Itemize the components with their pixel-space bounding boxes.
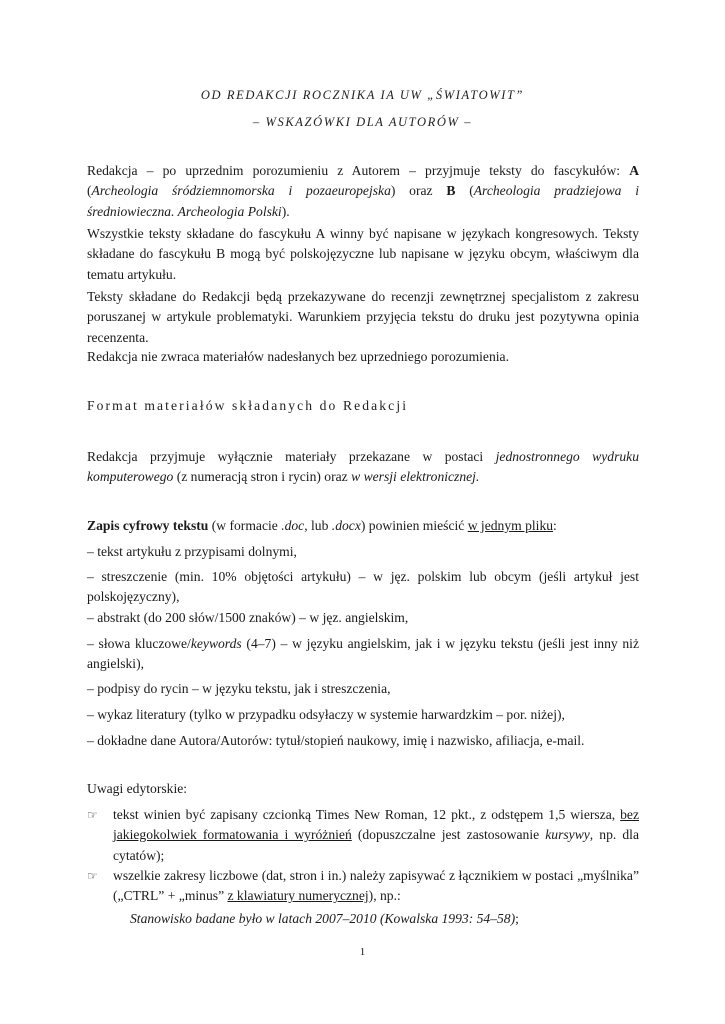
format-paragraph: Redakcja przyjmuje wyłącznie materiały przekazane w postaci jednostronnego wydruku komputerowego (z numeracją stron i rycin) oraz w wersji elektronicznej. xyxy=(87,449,639,485)
list-item-author-data: – dokładne dane Autora/Autorów: tytuł/stopień naukowy, imię i nazwisko, afiliacja, e-mail. xyxy=(87,733,585,748)
list-item-abstract: – abstrakt (do 200 słów/1500 znaków) – w jęz. angielskim, xyxy=(87,610,409,625)
digital-record-intro: Zapis cyfrowy tekstu (w formacie .doc, lub .docx) powinien mieścić w jednym pliku: xyxy=(87,518,557,533)
format-section-heading: Format materiałów składanych do Redakcji xyxy=(87,398,409,413)
intro-paragraph-4: Redakcja nie zwraca materiałów nadesłanych bez uprzedniego porozumienia. xyxy=(87,349,509,364)
page-number: 1 xyxy=(359,946,366,958)
page-title-line-2: – WSKAZÓWKI DLA AUTORÓW – xyxy=(252,115,473,129)
example-sentence: Stanowisko badane było w latach 2007–2010 (Kowalska 1993: 54–58); xyxy=(130,911,519,926)
pointing-hand-icon: ☞ xyxy=(87,869,98,883)
intro-paragraph-3: Teksty składane do Redakcji będą przekazywane do recenzji zewnętrznej specjalistom z zakresu poruszanej w artykule problematyki. Warunkiem przyjęcia tekstu do druku jest pozytywna opinia recenzenta. xyxy=(87,289,639,345)
editorial-bullet-1-text: tekst winien być zapisany czcionką Times New Roman, 12 pkt., z odstępem 1,5 wiersza, bez jakiegokolwiek formatowania i wyróżnień (dopuszczalne jest zastosowanie kursywy, np. dla cytatów); xyxy=(113,807,639,863)
editorial-notes-heading: Uwagi edytorskie: xyxy=(87,781,188,796)
page-title-line-1: OD REDAKCJI ROCZNIKA IA UW „ŚWIATOWIT” xyxy=(200,88,525,102)
intro-paragraph-1: Redakcja – po uprzednim porozumieniu z Autorem – przyjmuje teksty do fascykułów: A (Archeologia śródziemnomorska i pozaeuropejska) oraz B (Archeologia pradziejowa i średniowieczna. Archeologia Polski). xyxy=(87,163,640,219)
list-item-summary: – streszczenie (min. 10% objętości artykułu) – w jęz. polskim lub obcym (jeśli artykuł jest polskojęzyczny), xyxy=(87,569,639,605)
list-item-keywords: – słowa kluczowe/keywords (4–7) – w języku angielskim, jak i w języku tekstu (jeśli jest inny niż angielski), xyxy=(87,636,639,672)
list-item-bibliography: – wykaz literatury (tylko w przypadku odsyłaczy w systemie harwardzkim – por. niżej), xyxy=(87,707,565,722)
list-item-captions: – podpisy do rycin – w języku tekstu, jak i streszczenia, xyxy=(87,681,391,696)
intro-paragraph-2: Wszystkie teksty składane do fascykułu A winny być napisane w językach kongresowych. Teksty składane do fascykułu B mogą być polskojęzyczne lub napisane w języku obcym, właściwym dla tematu artykułu. xyxy=(87,226,639,282)
pointing-hand-icon: ☞ xyxy=(87,808,98,822)
editorial-bullet-2-text: wszelkie zakresy liczbowe (dat, stron i in.) należy zapisywać z łącznikiem w postaci „myślnika” („CTRL” + „minus” z klawiatury numerycznej), np.: xyxy=(113,868,639,904)
list-item-text: – tekst artykułu z przypisami dolnymi, xyxy=(87,544,297,559)
